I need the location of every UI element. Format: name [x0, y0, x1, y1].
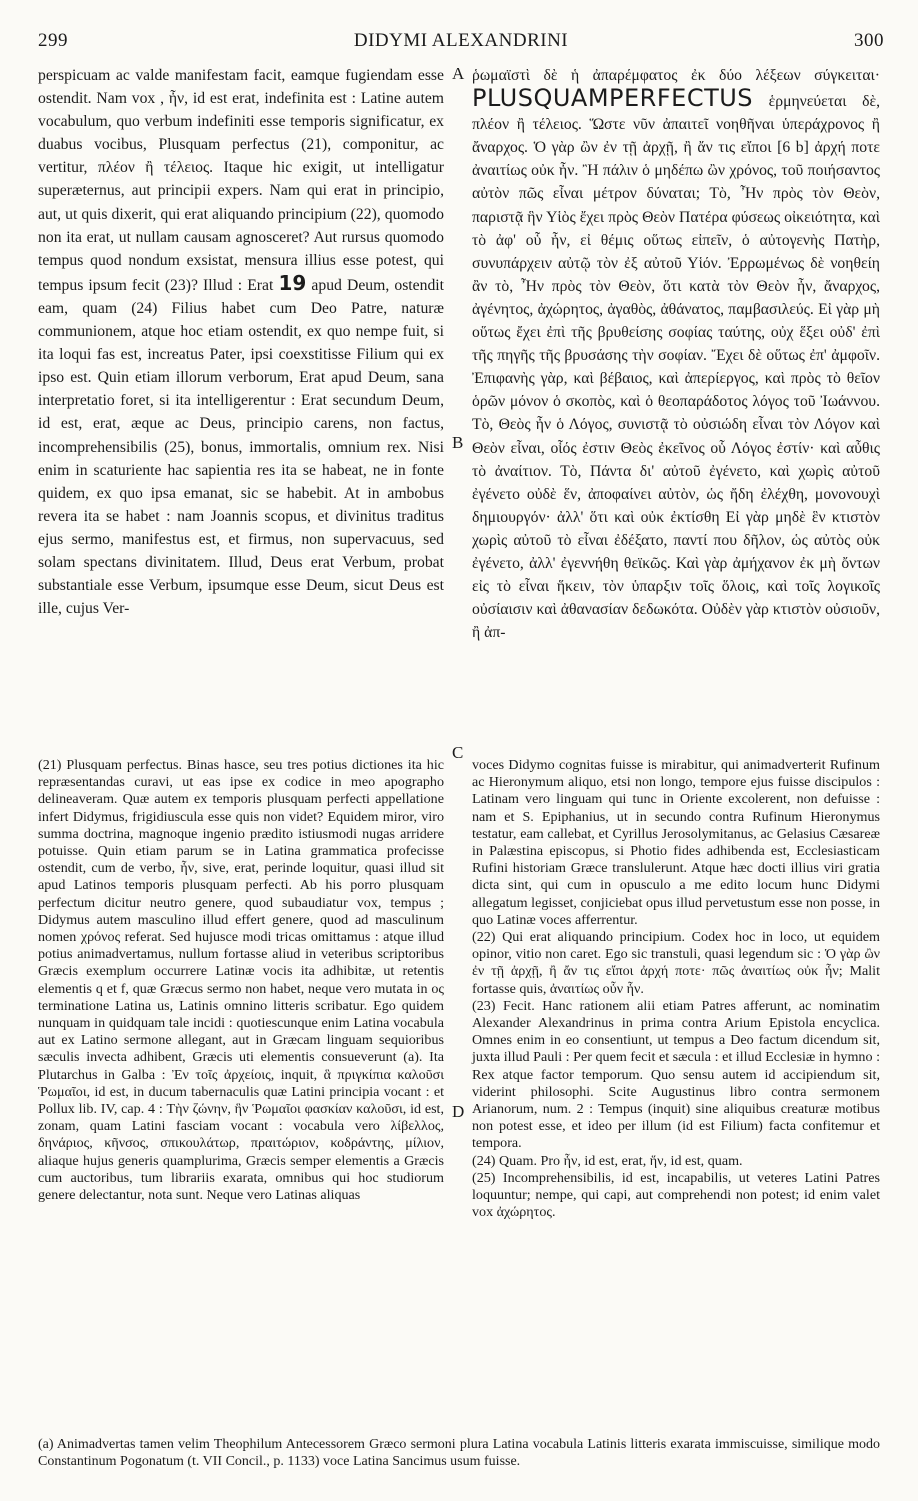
latin-main-text — [38, 64, 444, 620]
section-marker-b: B — [452, 433, 464, 452]
latin-main-column — [38, 64, 444, 620]
greek-main-part-1: ῥωμαϊστὶ δὲ ἡ ἀπαρέμφατος ἐκ δύο λέξεων σύγκειται· — [472, 67, 880, 84]
note-23: (23) Fecit. Hanc rationem alii etiam Patres afferunt, ac nominatim Alexander Alexandrinus in prima contra Arium Epistola encyclica. Omnes enim in eo consentiunt, ut tempus a Deo factum dicendum sit, juxta illud Pauli : Per quem fecit et sæcula : et illud Ecclesiæ in hymno : Rex atque factor temporum. Quo sensu autem id accipiendum sit, viderint philosophi. Scite Augustinus libro contra sermonem Arianorum, num. 2 : Tempus (inquit) sine aliquibus creaturæ motibus non potest esse, et ideo per illum (id est Filium) facta confitemur et tempora. — [472, 997, 880, 1152]
script-word-plusquamperfectus: PLUSQUAMPERFECTUS — [472, 84, 754, 113]
latin-main-part-2: apud Deum, ostendit eam, quam (24) Filius habet cum Deo Patre, naturæ communionem, atque hoc etiam ostendit, ex quo nempe fuit, si ita loqui fas est, increatus Pater, ipsi coexstitisse Filium qui ex ipso est. Quin etiam illorum verborum, Erat apud Deum, sana interpretatio foret, si ita intelligerentur : Erat secundum Deum, id est, erat, æque ac Deus, principio carens, non factus, incomprehensibilis (25), bonus, immortalis, omnium rex. Nisi enim in scaturiente hac sapientia res ita se habeat, ne in fonte quidem, ex quo ipsa emanat, sic se habebit. At in ambobus revera ita se habet : nam Joannis scopus, et divinitus traditus ejus sermo, manifestus est, et firmus, non supervacuus, sed solam spectans divinitatem. Illud, Deus erat Verbum, probat substantiale esse Verbum, ipsumque esse Deum, sicut Deus est ille, cujus Ver- — [38, 276, 445, 618]
page-number-right: 300 — [854, 30, 884, 51]
section-marker-d: D — [452, 1102, 465, 1121]
note-24: (24) Quam. Pro ἦν, id est, erat, ἥν, id est, quam. — [472, 1152, 743, 1169]
section-marker-c: C — [452, 743, 464, 762]
greek-main-column — [472, 64, 880, 644]
note-21: (21) Plusquam perfectus. Binas hasce, seu tres potius dictiones ita hic repræsentandas curavi, ut eas ipse ex codice in meo apographo delineaveram. Quæ autem ex temporis plusquam perfecti appellatione infert Didymus, frigidiuscula esse quis non videt? Equidem miror, viro summa doctrina, magnoque ingenio prædito istiusmodi nugas arridere potuisse. Quin etiam parum se in Latina grammatica profecisse ostendit, cum de verbo, ἦν, sive, erat, perinde loquitur, quasi illud sit apud Latinos temporis plusquam perfecti. Ab his porro plusquam perfectum dicitur neutro genere, quod subaudiatur vox, tempus ; Didymus autem masculino illud effert genere, quod ad masculinum nomen χρόνος referat. Sed hujusce modi tricas omittamus : atque illud potius animadvertamus, nullum fortasse aliud in veteribus scriptoribus Græcis exemplum occurrere Latinæ vocis ita adhibitæ, ut retentis elementis q et f, quæ Græcus sermo non habet, neque vero mutata in ος terminatione Latina us, Latinis omnino litteris scribatur. Ego quidem nunquam in quidquam tale incidi : quotiescunque enim Latina vocabula aut ex Latino sermone allegant, aut in Græcam linguam sequioribus sæculis invecta adhibent, Græcis uti elementis consueverunt (a). Ita Plutarchus in Galba : Ἐν τοῖς ἀρχείοις, inquit, ἃ πριγκίπια καλοῦσι Ῥωμαῖοι, id est, in ducum tabernaculis quæ Latini principia vocant : et Pollux lib. IV, cap. 4 : Τὴν ζώνην, ἣν Ῥωμαῖοι φασκίαν καλοῦσι, id est, zonam, quam Latini fasciam vocant : vocabula vero λίβελλος, δηνάριος, κῆνσος, σπικουλάτωρ, πραιτώριον, κοδράντης, μίλιον, aliaque hujus generis quamplurima, Græcis semper elementis a Græcis cum auctoribus, tum librariis exarata, omnibus qui hoc studiorum genere delectantur, nota sunt. Neque vero Latinas aliquas — [38, 757, 444, 1204]
note-25: (25) Incomprehensibilis, id est, incapabilis, ut veteres Latini Patres loquuntur; nempe, qui capi, aut comprehendi non potest; id enim valet vox ἀχώρητος. — [472, 1169, 880, 1221]
footnote-a: (a) Animadvertas tamen velim Theophilum Antecessorem Græco sermoni plura Latina vocabula Latinis litteris exarata immiscuisse, similique modo Constantinum Pogonatum (t. VII Concil., p. 1133) voce Latina Sancimus usum fuisse. — [38, 1437, 880, 1469]
note-21-continued: voces Didymo cognitas fuisse is mirabitur, qui animadverterit Rufinum ac Hieronymum aliquo, etsi non longo, tempore ejus fuisse discipulos : Latinam vero linguam qui tunc in Oriente excolerent, non defuisse : nam et S. Epiphanius, ut in secundo contra Rufinum Hieronymus testatur, eam callebat, et Cyrillus Jerosolymitanus, ac Gelasius Cæsareæ in Palæstina episcopus, si Photio fides adhibenda est, Ecclesiasticam Rufini historiam Græce translulerunt. Atque hæc docti illius viri gratia dicta sint, qui cum in opusculo a me edito locum hunc Didymi allegatum legisset, conjiciebat opus illud pervetustum esse non posse, in quo Latinæ voces afferrentur. — [472, 757, 880, 928]
column-number-marker: 19 — [278, 270, 307, 295]
notes-left-column — [38, 757, 444, 1204]
page-number-left: 299 — [38, 30, 68, 51]
note-22: (22) Qui erat aliquando principium. Codex hoc in loco, ut equidem opinor, vitio non caret. Ego sic transtuli, quasi legendum sic : Ὁ γὰρ ὢν ἐν τῇ ἀρχῇ, ἢ ἄν τις εἴποι ἀρχή ποτε· πῶς ἀναιτίως οὐκ ἦν; Malit fortasse quis, ἀναιτίως οὖν ἦν. — [472, 929, 880, 997]
running-title: DIDYMI ALEXANDRINI — [353, 30, 569, 51]
greek-main-part-2: ἑρμηνεύεται δὲ, πλέον ἢ τέλειος. Ὥστε νῦν ἀπαιτεῖ νοηθῆναι ὑπεράχρονος ἢ ἄναρχος. Ὁ γὰρ ὢν ἐν τῇ ἀρχῇ, ἢ ἄν τις εἴποι [6 b] ἀρχή ποτε ἀναιτίως οὐκ ἦν. Ἢ πάλιν ὁ μηδέπω ὢν χρόνος, τοῦ ποιήσαντος αὐτὸν πῶς εἶναι μέτρον δύναται; Τὸ, Ἦν πρὸς τὸν Θεὸν, παριστᾷ ἣν Υἱὸς ἔχει πρὸς Θεὸν Πατέρα φύσεως οἰκειότητα, καὶ τὸ ἀφ' οὗ ἦν, εἰ θέμις οὕτως εἰπεῖν, ὁ αὐτογενὴς Πατὴρ, συνυπάρχειν αὐτῷ τὸν ἐξ αὐτοῦ Υἱόν. Ἐρρωμένως δὲ νοηθείη ἂν τὸ, Ἦν πρὸς τὸν Θεὸν, ὅτι κατὰ τὸν Θεὸν ἦν, ἄναρχος, ἀγένητος, ἀχώρητος, ἀγαθὸς, ἀθάνατος, παμβασιλεύς. Εἰ γὰρ μὴ οὕτως ἔχει ἐπὶ τῆς βρυθείσης σοφίας ταύτης, οὐχ ἕξει οὐδ' ἐπὶ τῆς πηγῆς τῆς βρυσάσης τὴν σοφίαν. Ἔχει δὲ οὕτως ἐπ' ἀμφοῖν. Ἐπιφανὴς γὰρ, καὶ βέβαιος, καὶ ἀπερίεργος, καὶ πρὸς τὸ θεῖον ὁρῶν μόνον ὁ σκοπὸς, καὶ ὁ θεοπαράδοτος λόγος τοῦ Ἰωάννου. Τὸ, Θεὸς ἦν ὁ Λόγος, συνιστᾷ τὸ οὐσιώδη εἶναι τὸν Λόγον καὶ Θεὸν εἶναι, οἷός ἐστιν Θεὸς ἐκεῖνος οὗ Λόγος ἐστίν· καὶ αὖθις τὸ ἀναίτιον. Τὸ, Πάντα δι' αὐτοῦ ἐγένετο, καὶ χωρὶς αὐτοῦ ἐγένετο οὐδὲ ἕν, ἀποφαίνει αὐτὸν, ὡς ἤδη ἐλέχθη, μονονουχὶ δημιουργόν· ἀλλ' ὅτι καὶ οὐκ ἐκτίσθη Εἰ γὰρ μηδὲ ἓν κτιστὸν χωρὶς αὐτοῦ τὸ εἶναι ἐδέξατο, παντί που δῆλον, ὡς αὐτὸς οὐκ ἐγένετο, ἀλλ' ἐγεννήθη θεϊκῶς. Καὶ γὰρ ἀμήχανον ἐκ μὴ ὄντων εἰς τὸ εἶναι ἥκειν, τὸν ὑπαρξιν τοῖς ὅλοις, καὶ τοῖς λογικοῖς οὐσίαισιν καὶ ἀθανασίαν δεδωκότα. Οὐδὲν γὰρ κτιστὸν οὐσιοῦν, ἢ ἀπ- — [472, 93, 880, 642]
latin-main-part-1: perspicuam ac valde manifestam facit, eamque fugiendam esse ostendit. Nam vox , ἦν, id est erat, indefinita est : Latine autem vocabulum, quo verbum indefiniti esse temporis significatur, ex duabus vocibus, Plusquam perfectus (21), componitur, ac vertitur, πλέον ἢ τέλειος. Itaque hic exigit, ut intelligatur superæternus, aut principii expers. Nam qui erat in principio, aut, ut quis dixerit, qui erat aliquando principium (22), quomodo non ita erat, ut nullam causam agnosceret? Aut rursus quomodo tempus quod nondum exsistat, mensura illius esse potest, qui tempus ipsum fecit (23)? Illud : Erat — [38, 67, 444, 294]
page-header — [38, 30, 884, 58]
section-marker-a: A — [452, 64, 465, 83]
greek-main-text — [472, 64, 880, 644]
notes-right-column — [472, 757, 880, 1221]
